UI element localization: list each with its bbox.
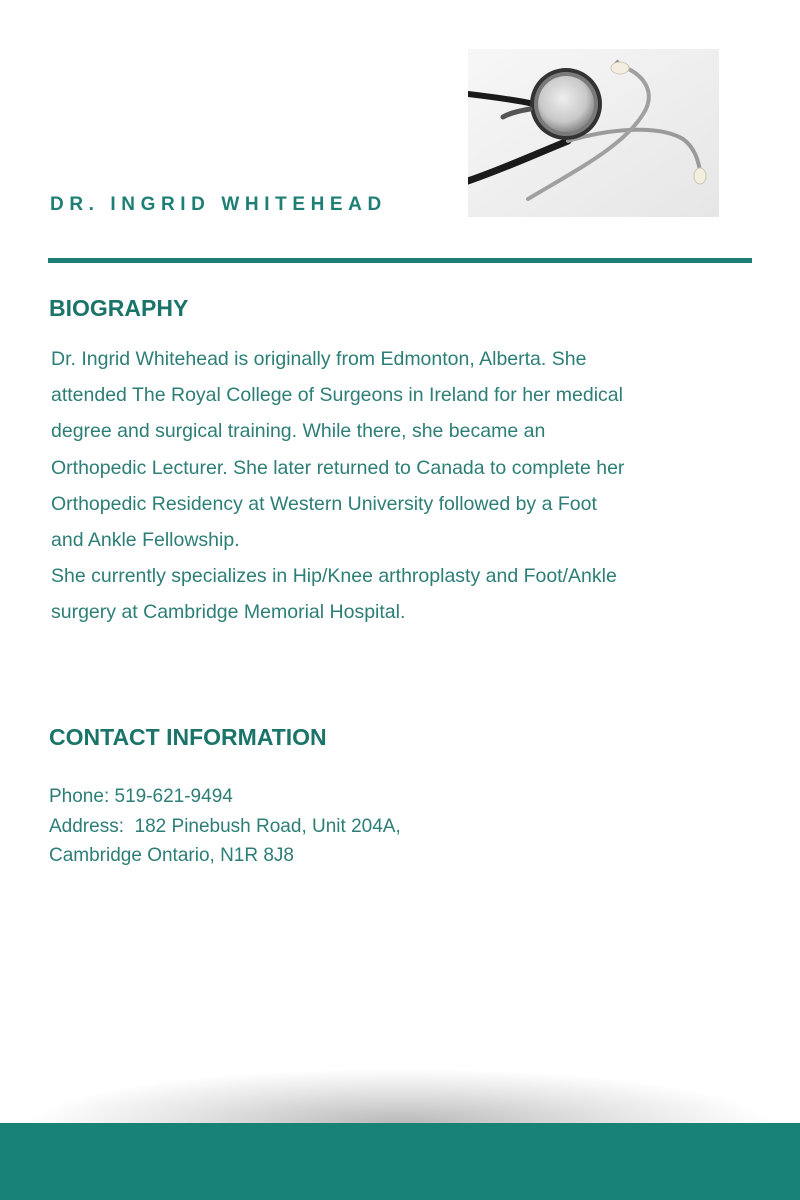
biography-line: surgery at Cambridge Memorial Hospital. <box>51 601 406 624</box>
address-line-1: Address: 182 Pinebush Road, Unit 204A, <box>49 815 401 837</box>
footer-bar <box>0 1123 800 1200</box>
footer-shadow <box>0 1050 800 1124</box>
biography-line: degree and surgical training. While there, she became an <box>51 420 546 443</box>
biography-line: Dr. Ingrid Whitehead is originally from Edmonton, Alberta. She <box>51 348 587 370</box>
contact-heading: CONTACT INFORMATION <box>49 724 327 750</box>
biography-line: She currently specializes in Hip/Knee arthroplasty and Foot/Ankle <box>51 565 617 588</box>
biography-line: attended The Royal College of Surgeons in Ireland for her medical <box>51 384 623 407</box>
biography-line: Orthopedic Residency at Western University followed by a Foot <box>51 492 597 515</box>
biography-line: and Ankle Fellowship. <box>51 529 240 552</box>
contact-details <box>49 782 401 871</box>
biography-heading: BIOGRAPHY <box>49 295 189 321</box>
address-line-2: Cambridge Ontario, N1R 8J8 <box>49 845 294 866</box>
biography-text <box>51 341 771 631</box>
doctor-name: DR. INGRID WHITEHEAD <box>50 194 387 215</box>
biography-line: Orthopedic Lecturer. She later returned to Canada to complete her <box>51 456 625 479</box>
stethoscope-photo <box>468 49 719 217</box>
header-divider <box>48 258 752 263</box>
phone-text: Phone: 519-621-9494 <box>49 786 233 807</box>
